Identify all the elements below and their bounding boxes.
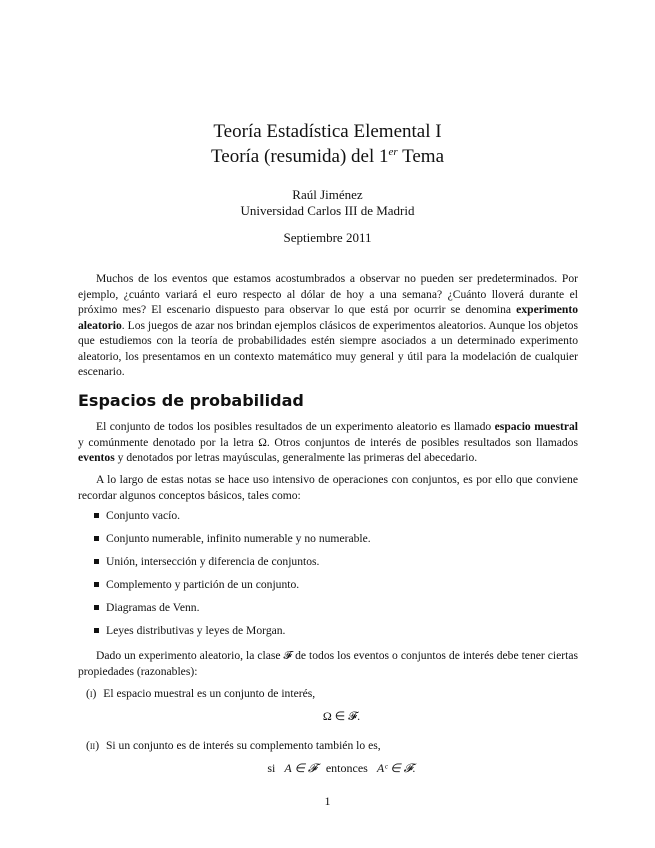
concept-bullet-list (94, 508, 574, 646)
subtitle-text: Teoría (resumida) del 1 (210, 146, 389, 167)
author-name: Raúl Jiménez (292, 187, 363, 202)
para1-text-1: El conjunto de todos los posibles resultados de un experimento aleatorio es llamado (96, 420, 495, 433)
bullet-item (94, 623, 574, 646)
intro-text-1: Muchos de los eventos que estamos acostumbrados a observar no pueden ser predeterminados. Por ejemplo, ¿cuánto variará el euro respecto al dólar de hoy a una semana? ¿Cuánto lloverá durante el próximo mes? El escenario dispuesto para observar lo que está por ocurrir se denomina (78, 272, 578, 316)
property-formula-2 (14, 761, 655, 776)
bullet-text: Complemento y partición de un conjunto. (106, 578, 300, 591)
document-date: Septiembre 2011 (283, 230, 372, 245)
sets-paragraph (78, 472, 578, 503)
author-affiliation: Universidad Carlos III de Madrid (240, 203, 415, 218)
bullet-text: Leyes distributivas y leyes de Morgan. (106, 624, 286, 637)
property-item-1 (86, 686, 576, 701)
property-label-2: (ii) (86, 739, 100, 752)
formula-ac-in-f: Aᶜ ∈ 𝓕. (376, 761, 416, 775)
intro-paragraph (78, 271, 578, 380)
subtitle-superscript: er (388, 146, 398, 158)
bullet-text: Conjunto numerable, infinito numerable y no numerable. (106, 532, 371, 545)
bullet-square-icon (94, 605, 99, 610)
document-subtitle (0, 145, 655, 169)
bullet-item (94, 600, 574, 623)
bullet-item (94, 577, 574, 600)
bullet-text: Conjunto vacío. (106, 509, 181, 522)
formula-word-si: si (267, 761, 276, 775)
para3-text: Dado un experimento aleatorio, la clase 𝓕 de todos los eventos o conjuntos de interés debe tener ciertas propiedades (razonables): (78, 649, 578, 678)
para1-bold-term-1: espacio muestral (494, 420, 578, 433)
para1-bold-term-2: eventos (78, 451, 115, 464)
subtitle-suffix: Tema (397, 146, 445, 167)
property-item-2 (86, 738, 576, 753)
formula-a-in-f: A ∈ 𝓕 (284, 761, 317, 775)
property-label-1: (i) (86, 687, 97, 700)
bullet-square-icon (94, 582, 99, 587)
intro-bold-term: experimento aleatorio (78, 303, 578, 332)
intro-text-2: . Los juegos de azar nos brindan ejemplos clásicos de experimentos aleatorios. Aunque los objetos que estudiemos con la teoría de probabilidades estén siempre asociados a un determinado experimento aleatorio, los presentamos en un contexto matemático muy general y útil para la modelación de cualquier escenario. (78, 318, 578, 378)
bullet-square-icon (94, 513, 99, 518)
bullet-square-icon (94, 536, 99, 541)
page-number: 1 (324, 794, 331, 808)
document-title: Teoría Estadística Elemental I (213, 121, 442, 142)
bullet-item (94, 508, 574, 531)
bullet-square-icon (94, 559, 99, 564)
bullet-text: Diagramas de Venn. (106, 601, 200, 614)
formula-word-entonces: entonces (325, 761, 368, 775)
bullet-square-icon (94, 628, 99, 633)
para2-text: A lo largo de estas notas se hace uso intensivo de operaciones con conjuntos, es por ello que conviene recordar algunos conceptos básicos, tales como: (78, 473, 578, 502)
property-formula-1: Ω ∈ 𝓕. (322, 709, 361, 723)
bullet-text: Unión, intersección y diferencia de conjuntos. (106, 555, 320, 568)
para1-text-2: y comúnmente denotado por la letra Ω. Otros conjuntos de interés de posibles resultados son llamados (78, 435, 578, 449)
bullet-item (94, 531, 574, 554)
para1-text-3: y denotados por letras mayúsculas, generalmente las primeras del abecedario. (114, 451, 478, 464)
property-text-2: Si un conjunto es de interés su complemento también lo es, (105, 739, 381, 752)
sample-space-paragraph (78, 419, 578, 466)
bullet-item (94, 554, 574, 577)
sigma-algebra-paragraph (78, 648, 578, 679)
section-heading: Espacios de probabilidad (78, 391, 304, 410)
property-text-1: El espacio muestral es un conjunto de interés, (103, 687, 316, 700)
